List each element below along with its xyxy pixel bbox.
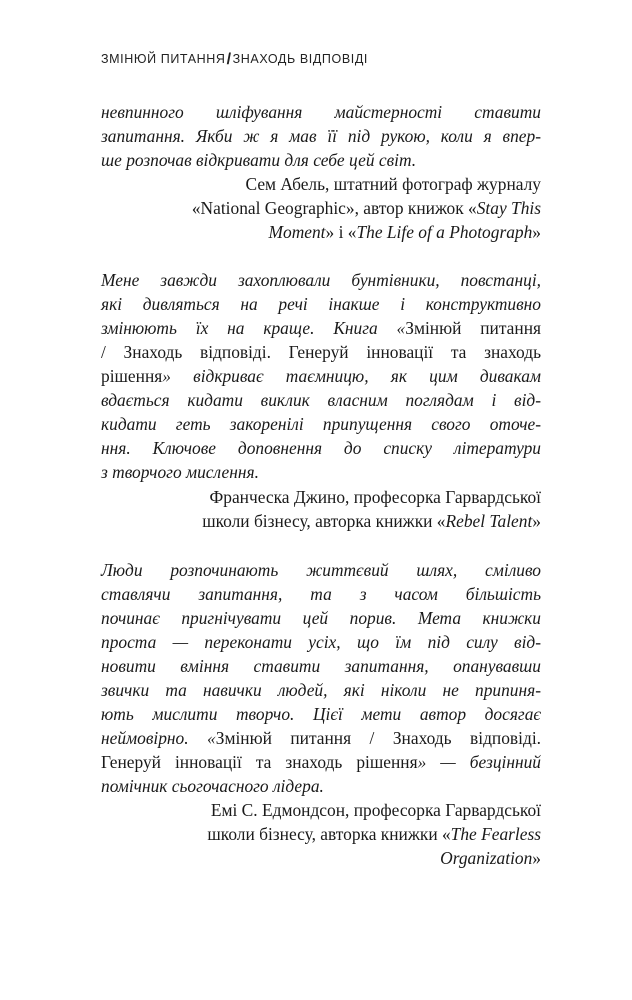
book-title: Змінюй питання / Знаходь відповіді. (215, 728, 542, 748)
book-title: Змінюй питання (405, 318, 541, 338)
attribution-line: Moment» і «The Life of a Photograph» (268, 222, 541, 242)
attribution-line: «National Geographic», автор книжок «Stay This (191, 198, 541, 218)
quote-1-line: невпинного шліфування майстерності ставити (101, 102, 541, 122)
book-title: Генеруй інновації та знаходь рішення (101, 752, 418, 772)
quote-3-line: ставлячи запитання, та з часом більшість (101, 584, 541, 604)
quote-2-line: ння. Ключове доповнення до списку літератури (101, 438, 541, 458)
quote-3-line: неймовірно. «Змінюй питання / Знаходь відповіді. (101, 728, 542, 748)
quote-2 (101, 268, 541, 484)
quote-2-line: вдається кидати виклик власним поглядам і від- (101, 390, 541, 410)
quote-2-line: рішення» відкриває таємницю, як цим дивакам (101, 366, 541, 386)
attribution-line: Франческа Джино, професорка Гарвардської (209, 487, 541, 507)
book-title: рішення (101, 366, 163, 386)
quote-3-line: Люди розпочинають життєвий шлях, сміливо (101, 560, 541, 580)
attribution-line: школи бізнесу, авторка книжки «The Fearless (207, 824, 541, 844)
quote-3 (101, 558, 541, 798)
quote-1 (101, 100, 541, 172)
quote-2-line: які дивляться на речі інакше і конструктивно (101, 294, 541, 314)
running-header (101, 50, 541, 68)
quote-2-line: / Знаходь відповіді. Генеруй інновації та знаходь (101, 342, 541, 362)
quote-2-line: Мене завжди захоплювали бунтівники, повстанці, (101, 270, 541, 290)
book-title: Rebel Talent (445, 511, 533, 531)
book-title: The Life of a Photograph (356, 222, 533, 242)
quote-1-attribution (101, 172, 541, 244)
quote-1-line: запитання. Якби ж я мав її під рукою, коли я впер- (101, 126, 541, 146)
quote-2-line: з творчого мислення. (101, 462, 259, 482)
quote-3-line: проста — переконати усіх, що їм під силу від- (101, 632, 541, 652)
book-title: Moment (268, 222, 326, 242)
header-separator: / (226, 51, 232, 68)
quote-2-line: кидати геть закоренілі припущення свого оточе- (101, 414, 541, 434)
header-right: ЗНАХОДЬ ВІДПОВІДІ (232, 52, 368, 66)
quote-3-line: помічник сьогочасного лідера. (101, 776, 324, 796)
quote-3-line: ють мислити творчо. Цієї мети автор досягає (101, 704, 541, 724)
book-title: Organization (440, 848, 533, 868)
quote-3-line: Генеруй інновації та знаходь рішення» — безцінний (101, 752, 541, 772)
header-left: ЗМІНЮЙ ПИТАННЯ (101, 52, 226, 66)
quote-3-line: починає пригнічувати цей порив. Мета книжки (101, 608, 541, 628)
quote-1-line: ше розпочав відкривати для себе цей світ. (101, 150, 417, 170)
quote-2-line: змінюють їх на краще. Книга «Змінюй питання (101, 318, 541, 338)
quote-3-line: новити вміння ставити запитання, опанувавши (101, 656, 541, 676)
attribution-line: Сем Абель, штатний фотограф журналу (245, 174, 541, 194)
quote-3-line: звички та навички людей, які ніколи не припиня- (101, 680, 541, 700)
quote-3-attribution (101, 798, 541, 870)
attribution-line: Organization» (440, 848, 541, 868)
attribution-line: школи бізнесу, авторка книжки «Rebel Talent» (202, 511, 541, 531)
attribution-line: Емі С. Едмондсон, професорка Гарвардської (210, 800, 541, 820)
quote-2-attribution (101, 485, 541, 533)
book-title: The Fearless (450, 824, 541, 844)
book-title: Stay This (476, 198, 541, 218)
